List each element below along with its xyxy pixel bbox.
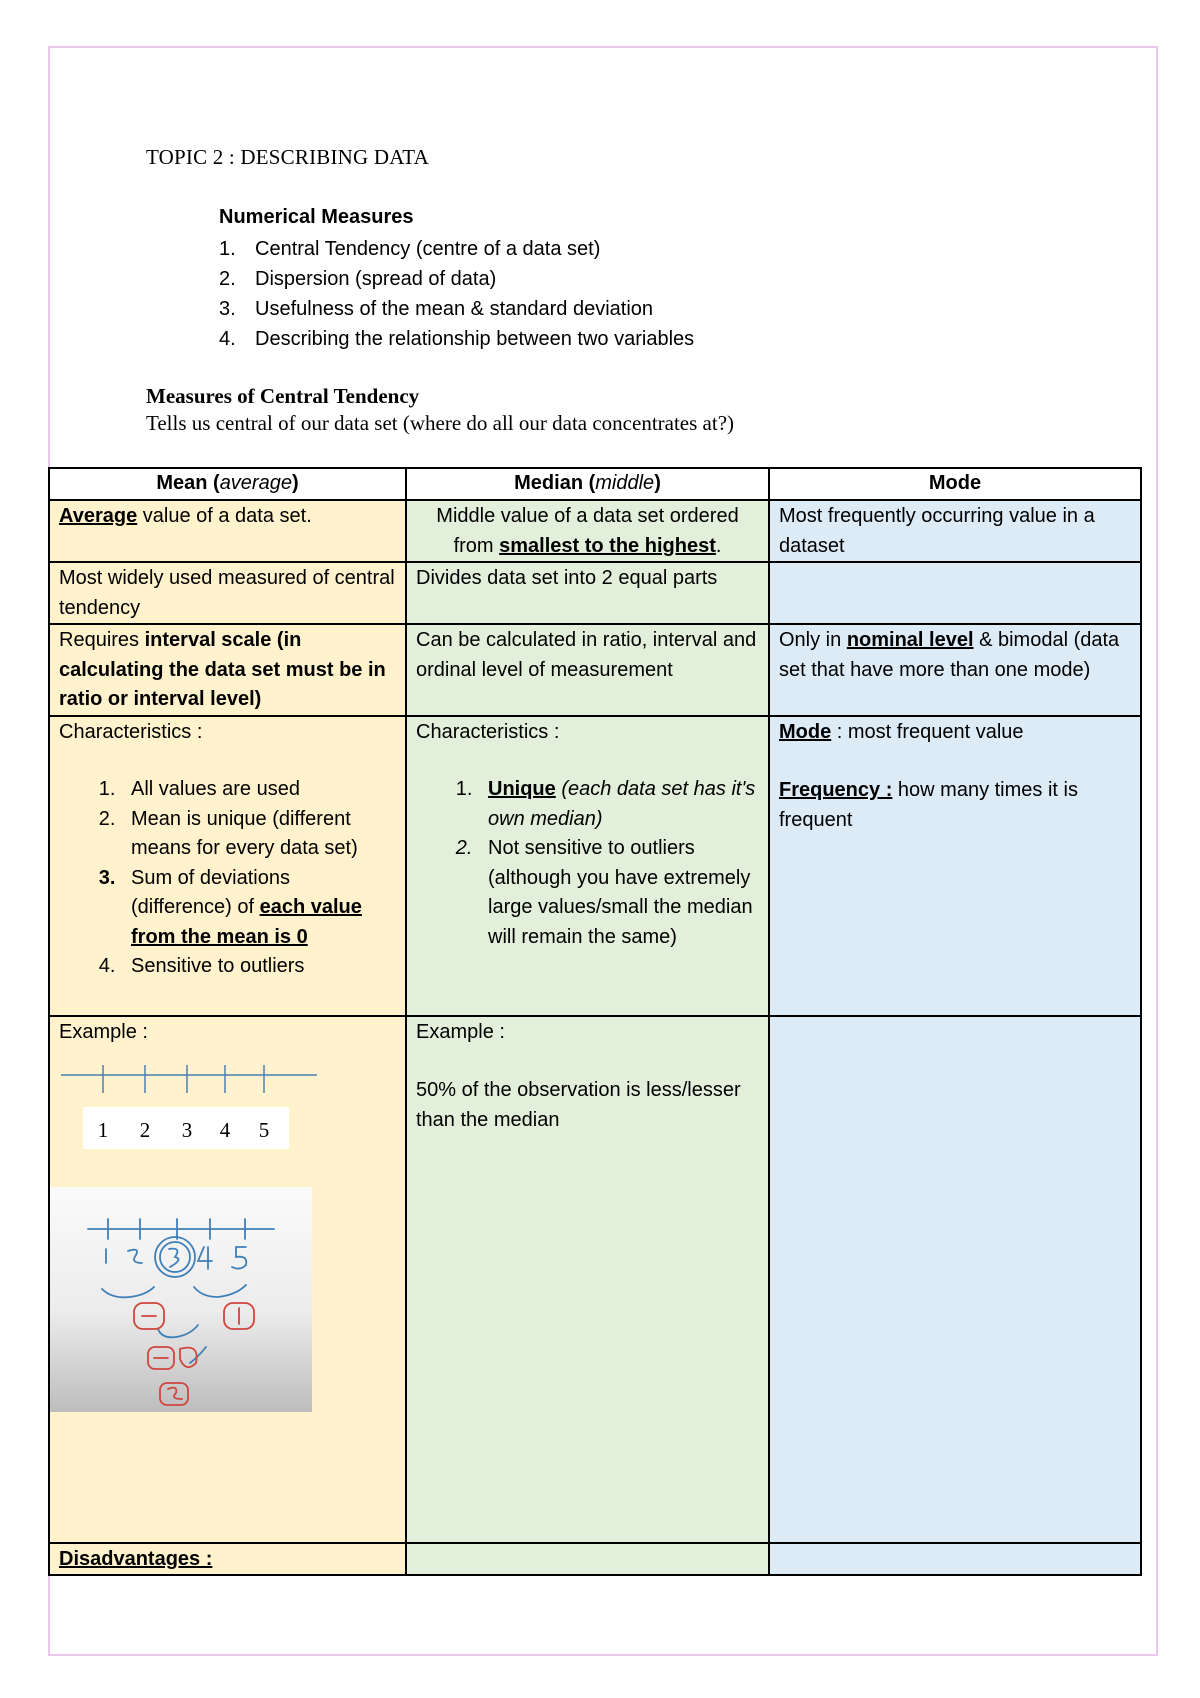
mode-usage [769,562,1141,624]
median-disadvantages [406,1543,769,1576]
mean-characteristics-list [59,775,396,982]
number-label: 4 [219,1118,231,1142]
mode-definition: Most frequently occurring value in a dataset [769,500,1141,562]
number-line-figure [59,1065,319,1161]
mode-scale: Only in nominal level & bimodal (data set that have more than one mode) [769,624,1141,716]
median-characteristics-list [416,775,759,952]
mean-disadvantages: Disadvantages : [49,1543,406,1576]
central-tendency-table [48,467,1142,1576]
mode-disadvantages [769,1543,1141,1576]
table-row [49,500,1141,562]
list-item: 2. Mean is unique (different means for every data set) [121,805,396,864]
mean-scale: Requires interval scale (in calculating the data set must be in ratio or interval level) [49,624,406,716]
handwritten-deviation-photo [50,1187,312,1412]
list-item: 1. All values are used [121,775,396,805]
central-tendency-title: Measures of Central Tendency [146,384,420,408]
median-definition: Middle value of a data set ordered from smallest to the highest. [406,500,769,562]
list-item: 1. Unique (each data set has it's own median) [478,775,759,834]
mean-definition: Average value of a data set. [49,500,406,562]
header-mode: Mode [769,468,1141,500]
table-row [49,624,1141,716]
list-item: 1. Central Tendency (centre of a data set) [219,238,601,260]
table-row [49,716,1141,1016]
list-item: 3. Sum of deviations (difference) of each value from the mean is 0 [121,864,396,953]
list-item: 4. Describing the relationship between two variables [219,328,695,350]
median-characteristics: Characteristics : 1. Unique (each data set has it's own median) 2. Not sensitive to outliers (although you have extremely large values/small the median will remain the same) [406,716,769,1016]
table-header-row [49,468,1141,500]
numerical-measures-list [219,234,694,354]
table-row [49,1543,1141,1576]
page-title: TOPIC 2 : DESCRIBING DATA [146,145,429,169]
list-item: 2. Not sensitive to outliers (although you have extremely large values/small the median will remain the same) [478,834,759,952]
median-scale: Can be calculated in ratio, interval and ordinal level of measurement [406,624,769,716]
mode-example [769,1016,1141,1543]
median-example: Example : 50% of the observation is less/lesser than the median [406,1016,769,1543]
mean-example: Example : 1 2 3 4 5 [49,1016,406,1543]
mean-characteristics: Characteristics : 1. All values are used 2. Mean is unique (different means for every data set) 3. Sum of deviations (difference) of each value from the mean is 0 4. Sensitive to outliers [49,716,406,1016]
list-item: 4. Sensitive to outliers [121,952,396,982]
list-item: 2. Dispersion (spread of data) [219,268,497,290]
header-mean: Mean (average) [49,468,406,500]
header-median: Median (middle) [406,468,769,500]
numerical-measures-title: Numerical Measures [219,206,414,228]
mode-characteristics: Mode : most frequent value Frequency : how many times it is frequent [769,716,1141,1016]
central-tendency-subtitle: Tells us central of our data set (where do all our data concentrates at?) [146,411,735,435]
number-label: 2 [139,1118,151,1142]
number-label: 3 [181,1118,193,1142]
number-label: 5 [258,1118,270,1142]
mean-usage: Most widely used measured of central tendency [49,562,406,624]
table-row [49,1016,1141,1543]
median-usage: Divides data set into 2 equal parts [406,562,769,624]
number-label: 1 [97,1118,109,1142]
table-row [49,562,1141,624]
list-item: 3. Usefulness of the mean & standard deviation [219,298,654,320]
